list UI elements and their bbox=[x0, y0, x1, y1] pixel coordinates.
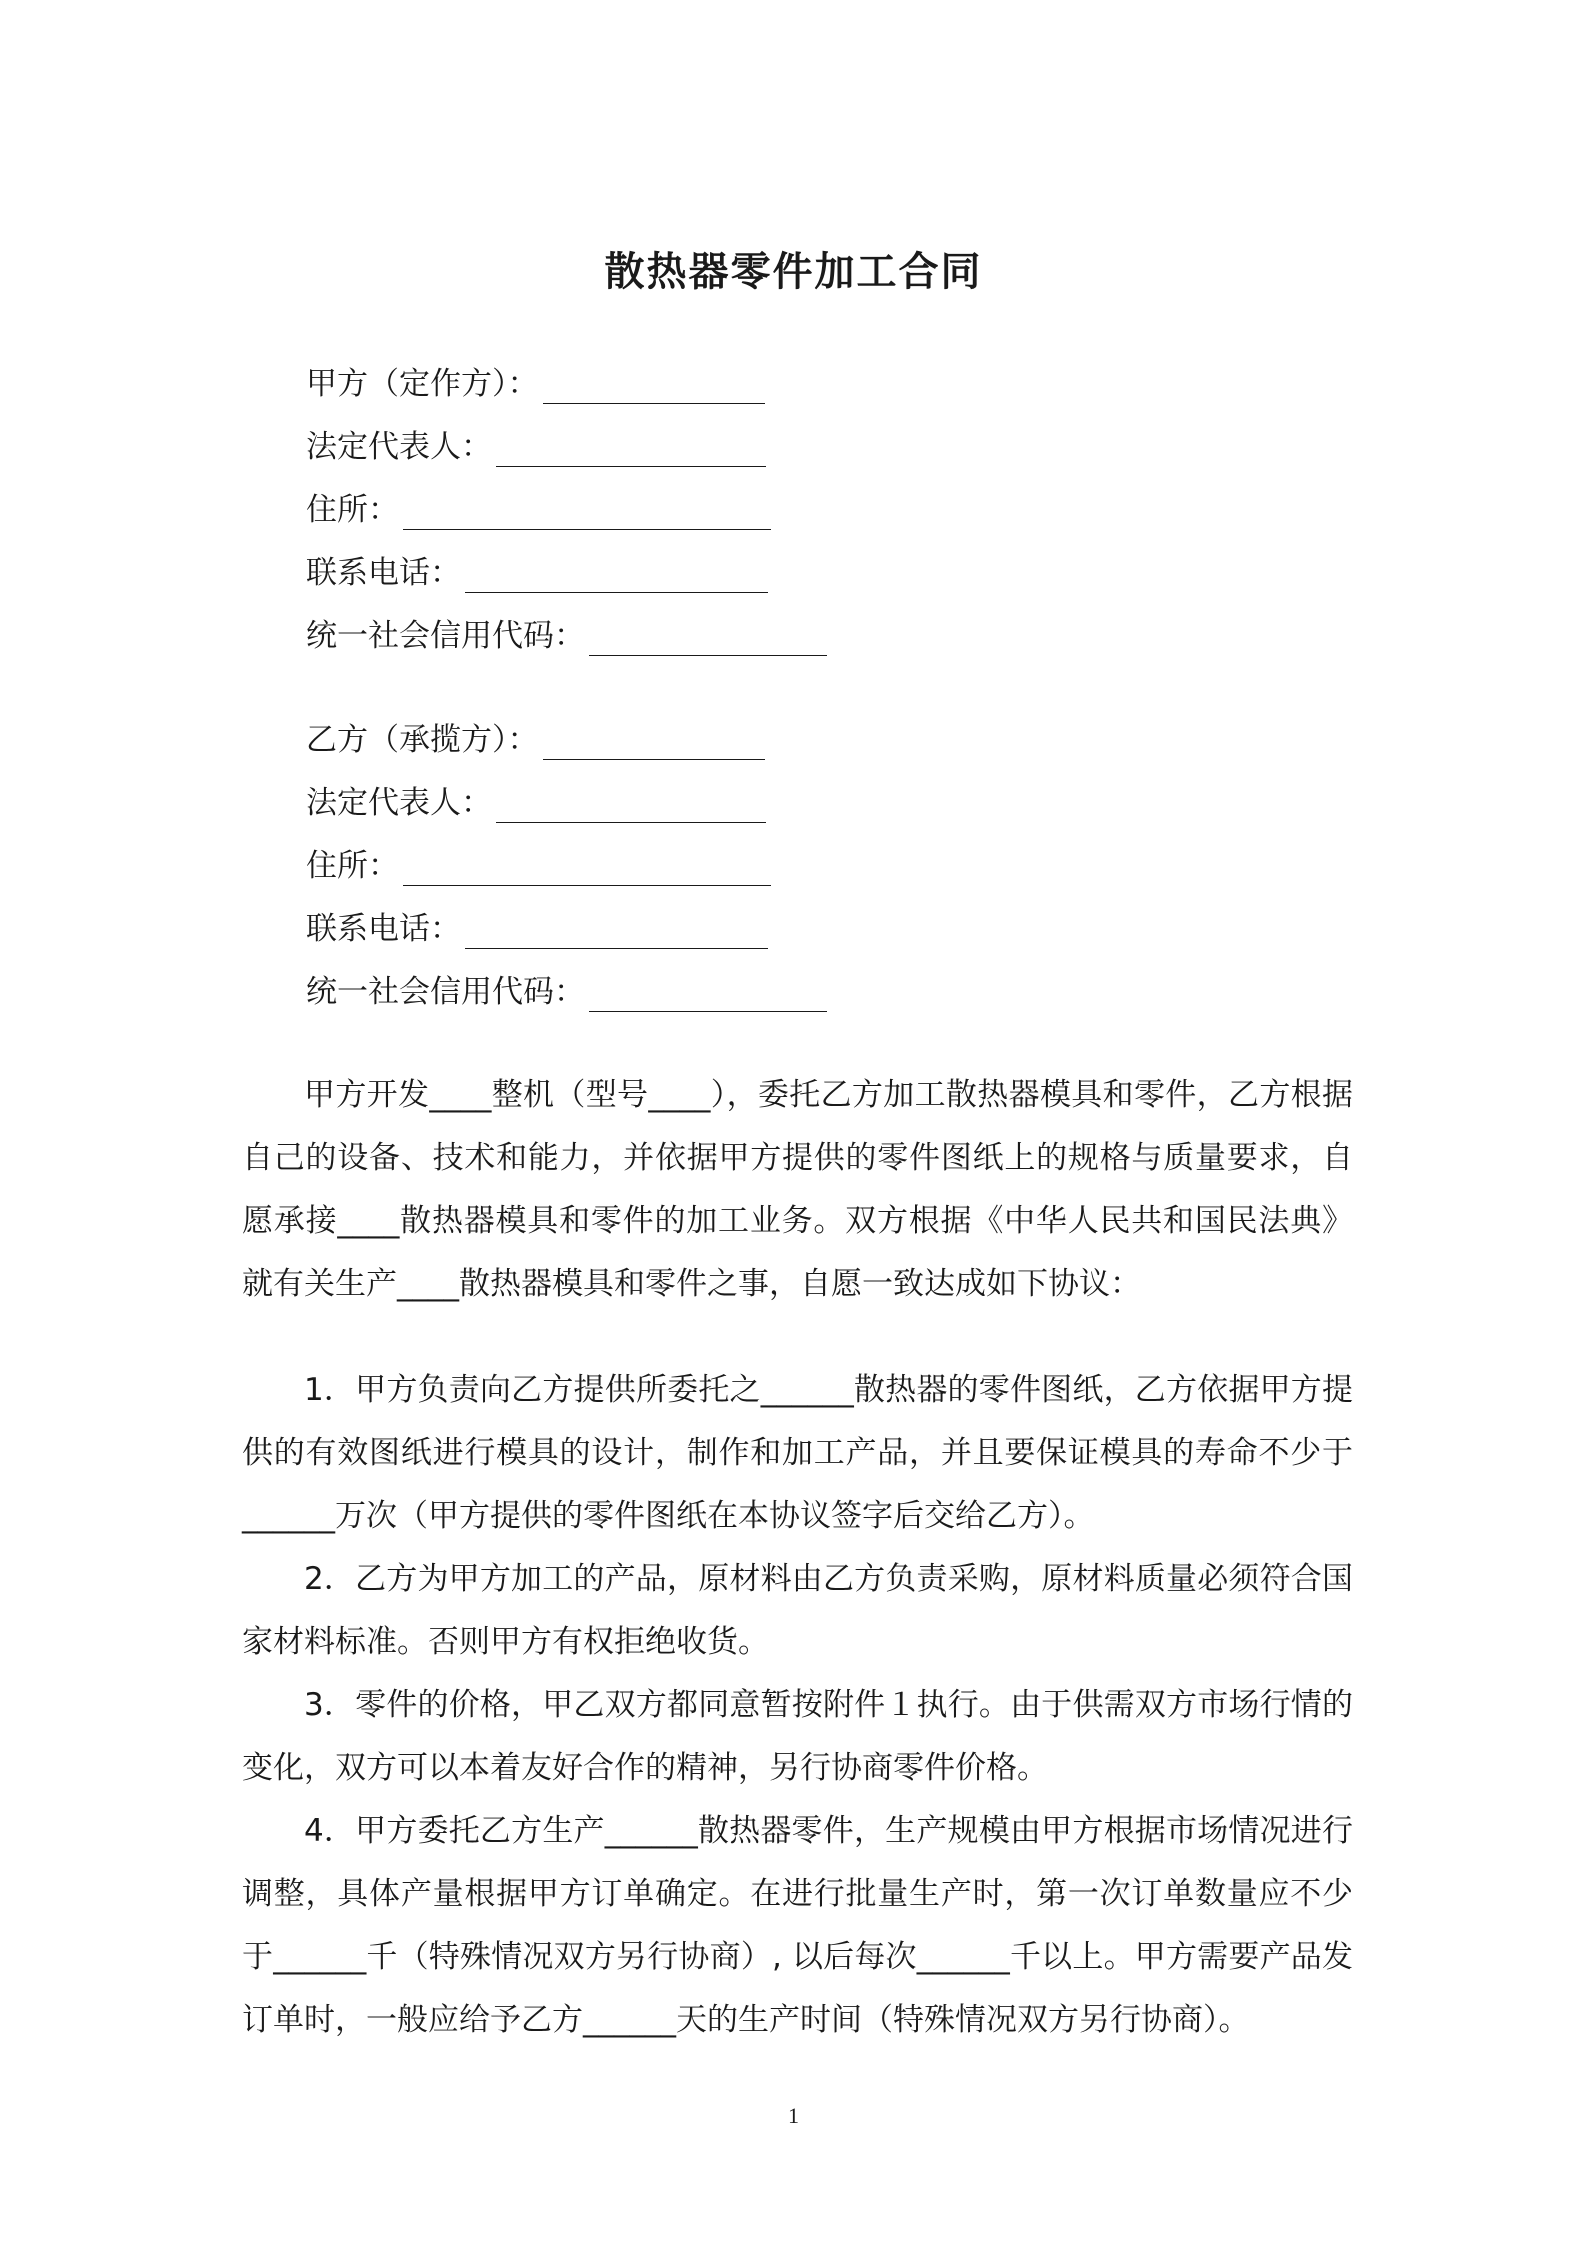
party-b-field bbox=[306, 720, 765, 760]
party-a-address-label: 住所： bbox=[306, 492, 399, 528]
party-b-address-label: 住所： bbox=[306, 848, 399, 884]
party-a-rep-blank bbox=[496, 432, 766, 467]
party-a-phone-label: 联系电话： bbox=[306, 555, 461, 591]
party-a-credit-label: 统一社会信用代码： bbox=[306, 618, 585, 654]
party-a-credit-field bbox=[306, 616, 827, 656]
page-number: 1 bbox=[788, 2103, 799, 2128]
party-b-credit-label: 统一社会信用代码： bbox=[306, 974, 585, 1010]
party-a-phone-field bbox=[306, 553, 768, 593]
party-b-credit-field bbox=[306, 972, 827, 1012]
party-a-rep-label: 法定代表人： bbox=[306, 429, 492, 465]
party-a-field bbox=[306, 364, 765, 404]
party-b-phone-label: 联系电话： bbox=[306, 911, 461, 947]
party-b-rep-field bbox=[306, 783, 766, 823]
party-b-phone-field bbox=[306, 909, 768, 949]
party-b-label: 乙方（承揽方）： bbox=[306, 722, 539, 758]
clause-1: 1．甲方负责向乙方提供所委托之______散热器的零件图纸，乙方依据甲方提供的有效图纸进行模具的设计，制作和加工产品，并且要保证模具的寿命不少于______万次（甲方提供的零件图纸在本协议签字后交给乙方）。 bbox=[242, 1372, 1353, 1534]
clause-2: 2．乙方为甲方加工的产品，原材料由乙方负责采购，原材料质量必须符合国家材料标准。否则甲方有权拒绝收货。 bbox=[242, 1561, 1353, 1660]
party-a-address-blank bbox=[403, 495, 771, 530]
clause-4: 4．甲方委托乙方生产______散热器零件，生产规模由甲方根据市场情况进行调整，具体产量根据甲方订单确定。在进行批量生产时，第一次订单数量应不少于______千（特殊情况双方另行协商）, 以后每次______千以上。甲方需要产品发订单时，一般应给予乙方______天的生产时间（特殊情况双方另行协商）。 bbox=[242, 1813, 1353, 2038]
document-title: 散热器零件加工合同 bbox=[604, 248, 983, 295]
party-a-blank bbox=[543, 369, 765, 404]
party-b-rep-blank bbox=[496, 788, 766, 823]
clause-3: 3．零件的价格，甲乙双方都同意暂按附件１执行。由于供需双方市场行情的变化，双方可以本着友好合作的精神，另行协商零件价格。 bbox=[242, 1687, 1353, 1786]
party-b-address-blank bbox=[403, 851, 771, 886]
party-b-phone-blank bbox=[465, 914, 768, 949]
party-a-phone-blank bbox=[465, 558, 768, 593]
party-b-address-field bbox=[306, 846, 771, 886]
party-b-rep-label: 法定代表人： bbox=[306, 785, 492, 821]
party-b-blank bbox=[543, 725, 765, 760]
party-a-credit-blank bbox=[589, 621, 827, 656]
party-a-label: 甲方（定作方）： bbox=[306, 366, 539, 402]
party-a-address-field bbox=[306, 490, 771, 530]
party-a-rep-field bbox=[306, 427, 766, 467]
intro-paragraph: 甲方开发____整机（型号____），委托乙方加工散热器模具和零件，乙方根据自己的设备、技术和能力，并依据甲方提供的零件图纸上的规格与质量要求，自愿承接____散热器模具和零件的加工业务。双方根据《中华人民共和国民法典》就有关生产____散热器模具和零件之事，自愿一致达成如下协议： bbox=[242, 1077, 1353, 1302]
party-b-credit-blank bbox=[589, 977, 827, 1012]
